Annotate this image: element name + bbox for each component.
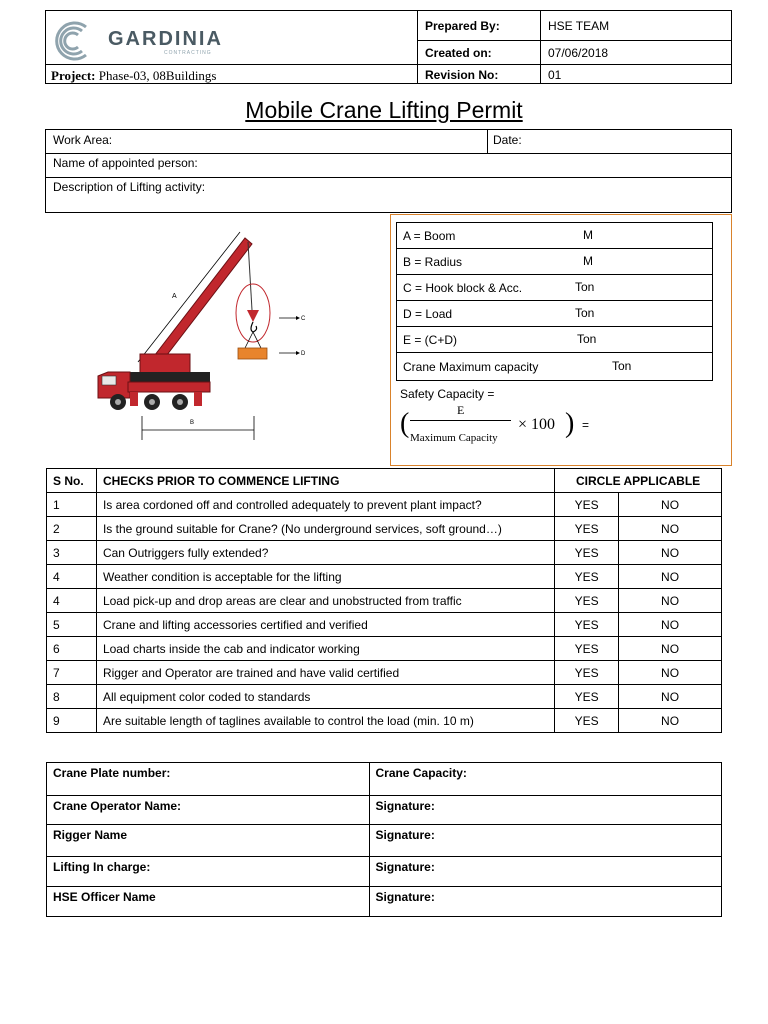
- dimension-unit: M: [583, 228, 593, 242]
- dimension-label: E = (C+D): [403, 332, 458, 347]
- crane-boom: [148, 238, 252, 364]
- check-row: [47, 613, 722, 637]
- dimension-row: [397, 301, 713, 327]
- rigger-name-field[interactable]: Rigger Name: [47, 825, 370, 857]
- check-text: Can Outriggers fully extended?: [96, 541, 554, 565]
- dimension-row: [397, 353, 713, 381]
- dimension-unit: M: [583, 254, 593, 268]
- check-number: 7: [47, 661, 97, 685]
- no-option[interactable]: NO: [619, 541, 722, 565]
- no-option[interactable]: NO: [619, 637, 722, 661]
- dimension-unit: Ton: [577, 332, 597, 346]
- check-number: 9: [47, 709, 97, 733]
- yes-option[interactable]: YES: [555, 565, 619, 589]
- signoff-row: [47, 796, 722, 825]
- document-header: [45, 10, 732, 84]
- lifting-description-field[interactable]: Description of Lifting activity:: [53, 180, 206, 194]
- mobile-crane-illustration: [90, 226, 310, 441]
- logo-wordmark: GARDINIA: [108, 28, 223, 50]
- no-option[interactable]: NO: [619, 661, 722, 685]
- formula-denominator: Maximum Capacity: [410, 432, 498, 444]
- yes-option[interactable]: YES: [555, 685, 619, 709]
- dimension-label: D = Load: [403, 306, 453, 321]
- no-option[interactable]: NO: [619, 517, 722, 541]
- check-number: 4: [47, 565, 97, 589]
- check-row: [47, 541, 722, 565]
- lifting-in-charge-signature-field[interactable]: Signature:: [369, 857, 721, 887]
- yes-option[interactable]: YES: [555, 589, 619, 613]
- check-row: [47, 661, 722, 685]
- dimension-d-label: D: [301, 351, 306, 357]
- crane-plate-field[interactable]: Crane Plate number:: [47, 763, 370, 796]
- yes-option[interactable]: YES: [555, 493, 619, 517]
- dimension-row: [397, 249, 713, 275]
- circle-applicable-header: CIRCLE APPLICABLE: [555, 469, 722, 493]
- check-text: Rigger and Operator are trained and have valid certified: [96, 661, 554, 685]
- safety-capacity-formula: ( E Maximum Capacity × 100 ) =: [400, 403, 590, 444]
- check-number: 1: [47, 493, 97, 517]
- no-option[interactable]: NO: [619, 589, 722, 613]
- gardinia-logo-icon: [46, 19, 104, 63]
- yes-option[interactable]: YES: [555, 709, 619, 733]
- dimension-unit: Ton: [612, 359, 632, 373]
- formula-equals: =: [582, 418, 590, 432]
- load-block: [238, 348, 267, 359]
- dimension-a-label: A: [172, 293, 177, 300]
- prepared-by-label: Prepared By:: [425, 19, 500, 33]
- revision-label: Revision No:: [425, 68, 499, 82]
- signoff-row: [47, 857, 722, 887]
- crane-capacity-field[interactable]: Crane Capacity:: [369, 763, 721, 796]
- logo-subtext: CONTRACTING: [164, 50, 212, 56]
- check-number: 3: [47, 541, 97, 565]
- check-text: All equipment color coded to standards: [96, 685, 554, 709]
- lifting-in-charge-field[interactable]: Lifting In charge:: [47, 857, 370, 887]
- no-option[interactable]: NO: [619, 685, 722, 709]
- check-text: Weather condition is acceptable for the lifting: [96, 565, 554, 589]
- check-number: 6: [47, 637, 97, 661]
- company-logo: [46, 19, 104, 68]
- check-number: 4: [47, 589, 97, 613]
- prepared-by-value: HSE TEAM: [548, 19, 610, 33]
- crane-operator-field[interactable]: Crane Operator Name:: [47, 796, 370, 825]
- check-number: 2: [47, 517, 97, 541]
- yes-option[interactable]: YES: [555, 541, 619, 565]
- signoff-row: [47, 887, 722, 917]
- yes-option[interactable]: YES: [555, 661, 619, 685]
- check-row: [47, 589, 722, 613]
- check-row: [47, 637, 722, 661]
- yes-option[interactable]: YES: [555, 613, 619, 637]
- check-row: [47, 709, 722, 733]
- check-row: [47, 565, 722, 589]
- operator-signature-field[interactable]: Signature:: [369, 796, 721, 825]
- project-value: Phase-03, 08Buildings: [98, 68, 217, 83]
- checks-header: CHECKS PRIOR TO COMMENCE LIFTING: [96, 469, 554, 493]
- created-on-value: 07/06/2018: [548, 46, 609, 60]
- dimension-b-label: B: [190, 420, 195, 426]
- check-row: [47, 685, 722, 709]
- hse-officer-signature-field[interactable]: Signature:: [369, 887, 721, 917]
- check-text: Is area cordoned off and controlled adequately to prevent plant impact?: [96, 493, 554, 517]
- no-option[interactable]: NO: [619, 493, 722, 517]
- check-text: Load charts inside the cab and indicator working: [96, 637, 554, 661]
- project-label: Project:: [51, 68, 96, 83]
- hook-block: [247, 310, 259, 322]
- dimension-row: [397, 327, 713, 353]
- check-number: 5: [47, 613, 97, 637]
- check-row: [47, 517, 722, 541]
- crane-diagram: [90, 226, 310, 446]
- sno-header: S No.: [47, 469, 97, 493]
- created-on-label: Created on:: [425, 46, 492, 60]
- dimension-label: Crane Maximum capacity: [403, 359, 539, 374]
- checks-header-row: [47, 469, 722, 493]
- project-line: [51, 68, 217, 84]
- hse-officer-field[interactable]: HSE Officer Name: [47, 887, 370, 917]
- no-option[interactable]: NO: [619, 613, 722, 637]
- check-text: Load pick-up and drop areas are clear and unobstructed from traffic: [96, 589, 554, 613]
- check-text: Crane and lifting accessories certified and verified: [96, 613, 554, 637]
- checks-table: [46, 468, 722, 733]
- dimension-label: A = Boom: [403, 228, 456, 243]
- rigger-signature-field[interactable]: Signature:: [369, 825, 721, 857]
- dimension-row: [397, 275, 713, 301]
- revision-value: 01: [548, 68, 562, 82]
- no-option[interactable]: NO: [619, 565, 722, 589]
- formula-multiplier: × 100: [518, 416, 556, 433]
- dimension-unit: Ton: [575, 306, 595, 320]
- dimension-row: [397, 223, 713, 249]
- check-number: 8: [47, 685, 97, 709]
- check-row: [47, 493, 722, 517]
- hook-icon: [251, 322, 257, 332]
- dimension-label: B = Radius: [403, 254, 463, 269]
- signoff-row: [47, 763, 722, 796]
- page-title: Mobile Crane Lifting Permit: [245, 97, 523, 123]
- date-field[interactable]: Date:: [493, 133, 522, 147]
- dimension-unit: Ton: [575, 280, 595, 294]
- dimensions-table: [396, 222, 713, 381]
- check-text: Are suitable length of taglines available to control the load (min. 10 m): [96, 709, 554, 733]
- yes-option[interactable]: YES: [555, 517, 619, 541]
- no-option[interactable]: NO: [619, 709, 722, 733]
- signoff-row: [47, 825, 722, 857]
- signoff-table: [46, 762, 722, 917]
- formula-numerator: E: [457, 403, 465, 417]
- check-text: Is the ground suitable for Crane? (No underground services, soft ground…): [96, 517, 554, 541]
- work-info-box: [45, 129, 732, 213]
- dimension-c-label: C: [301, 316, 306, 322]
- dimension-label: C = Hook block & Acc.: [403, 280, 523, 295]
- work-area-field[interactable]: Work Area:: [53, 133, 113, 147]
- yes-option[interactable]: YES: [555, 637, 619, 661]
- safety-capacity-label: Safety Capacity =: [400, 387, 495, 401]
- appointed-person-field[interactable]: Name of appointed person:: [53, 156, 198, 170]
